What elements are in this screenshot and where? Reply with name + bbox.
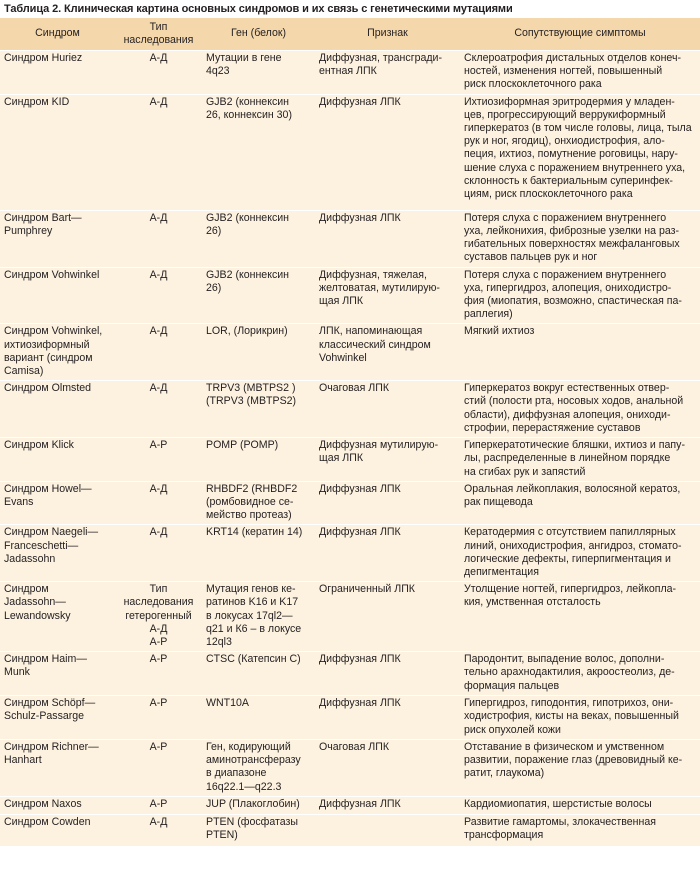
table-row [0, 796, 700, 814]
cell-syndrome: Синдром Olmsted [0, 381, 115, 438]
cell-gene: PTEN (фосфатазы PTEN) [202, 814, 315, 846]
cell-syndrome: Синдром Naegeli— Franceschetti— Jadassohn [0, 525, 115, 582]
cell-gene: WNT10A [202, 696, 315, 740]
table-row [0, 324, 700, 381]
cell-syndrome: Синдром Huriez [0, 51, 115, 95]
cell-syndrome: Синдром Bart— Pumphrey [0, 210, 115, 267]
table-row [0, 582, 700, 652]
cell-gene: POMP (POMP) [202, 438, 315, 482]
cell-sign: Ограниченный ЛПК [315, 582, 460, 652]
cell-symptoms: Кератодермия с отсутствием папиллярных линий, ониходистрофия, ангидроз, стомато- логические дефекты, гиперпигментация и депигментация [460, 525, 700, 582]
cell-sign: Диффузная мутилирую- щая ЛПК [315, 438, 460, 482]
table-row [0, 696, 700, 740]
cell-sign: Очаговая ЛПК [315, 739, 460, 796]
table-caption: Таблица 2. Клиническая картина основных синдромов и их связь с генетическими мутациями [4, 3, 513, 15]
cell-symptoms: Мягкий ихтиоз [460, 324, 700, 381]
cell-inheritance: А-Д [115, 481, 202, 525]
cell-symptoms: Потеря слуха с поражением внутреннего уха, гипергидроз, алопеция, ониходистро- фия (миопатия, возможно, спастическая па- раплегия) [460, 267, 700, 324]
cell-sign: Диффузная ЛПК [315, 525, 460, 582]
cell-syndrome: Синдром Klick [0, 438, 115, 482]
table-row [0, 210, 700, 267]
table-row [0, 267, 700, 324]
cell-inheritance: А-Д [115, 210, 202, 267]
cell-inheritance: А-Д [115, 267, 202, 324]
cell-sign: Диффузная ЛПК [315, 796, 460, 814]
cell-syndrome: Синдром Schöpf— Schulz-Passarge [0, 696, 115, 740]
cell-inheritance: А-Р [115, 438, 202, 482]
cell-symptoms: Оральная лейкоплакия, волосяной кератоз, рак пищевода [460, 481, 700, 525]
header-gene: Ген (белок) [202, 18, 315, 51]
table-header-row [0, 18, 700, 51]
cell-gene: GJB2 (коннексин 26, коннексин 30) [202, 94, 315, 210]
cell-syndrome: Синдром Howel— Evans [0, 481, 115, 525]
cell-inheritance: А-Д [115, 381, 202, 438]
cell-symptoms: Гиперкератотические бляшки, ихтиоз и папу- лы, распределенные в линейном порядке на сгибах рук и запястий [460, 438, 700, 482]
cell-sign: Диффузная ЛПК [315, 94, 460, 210]
cell-gene: JUP (Плакоглобин) [202, 796, 315, 814]
cell-sign: Очаговая ЛПК [315, 381, 460, 438]
cell-symptoms: Ихтиозиформная эритродермия у младен- цев, прогрессирующий веррукиформный гиперкератоз (в том числе головы, лица, тыла рук и ног, ягодиц), онхиодистрофия, ало- пеция, ихтиоз, помутнение роговицы, нару- шение слуха с поражением внутреннего уха, склонность к бактериальным суперинфек- циям, риск плоскоклеточного рака [460, 94, 700, 210]
cell-symptoms: Утолщение ногтей, гипергидроз, лейкопла- кия, умственная отсталость [460, 582, 700, 652]
cell-gene: GJB2 (коннексин 26) [202, 210, 315, 267]
cell-sign: Диффузная ЛПК [315, 652, 460, 696]
cell-gene: Мутации в гене 4q23 [202, 51, 315, 95]
cell-syndrome: Синдром Richner— Hanhart [0, 739, 115, 796]
cell-inheritance: А-Р [115, 696, 202, 740]
header-symptoms: Сопутствующие симптомы [460, 18, 700, 51]
cell-symptoms: Пародонтит, выпадение волос, дополни- тельно арахнодактилия, акроостеолиз, де- формация пальцев [460, 652, 700, 696]
cell-symptoms: Развитие гамартомы, злокачественная трансформация [460, 814, 700, 846]
cell-syndrome: Синдром Haim— Munk [0, 652, 115, 696]
header-sign: Признак [315, 18, 460, 51]
table-row [0, 438, 700, 482]
cell-inheritance: А-Д [115, 525, 202, 582]
cell-syndrome: Синдром Vohwinkel [0, 267, 115, 324]
cell-symptoms: Отставание в физическом и умственном развитии, поражение глаз (древовидный ке- ратит, глаукома) [460, 739, 700, 796]
cell-gene: KRT14 (кератин 14) [202, 525, 315, 582]
table-row [0, 94, 700, 210]
cell-syndrome: Синдром Naxos [0, 796, 115, 814]
cell-inheritance: Тип наследования гетерогенный А-Д А-Р [115, 582, 202, 652]
syndromes-table [0, 18, 700, 846]
cell-gene: LOR, (Лорикрин) [202, 324, 315, 381]
table-row [0, 525, 700, 582]
table-row [0, 814, 700, 846]
cell-sign: Диффузная, трансгради- ентная ЛПК [315, 51, 460, 95]
cell-gene: Мутация генов ке- ратинов K16 и K17 в локусах 17ql2— q21 и К6 – в локусе 12ql3 [202, 582, 315, 652]
cell-inheritance: А-Д [115, 51, 202, 95]
table-row [0, 481, 700, 525]
cell-symptoms: Гипергидроз, гиподонтия, гипотрихоз, они- ходистрофия, кисты на веках, повышенный риск опухолей кожи [460, 696, 700, 740]
cell-syndrome: Синдром Cowden [0, 814, 115, 846]
cell-inheritance: А-Д [115, 324, 202, 381]
cell-inheritance: А-Д [115, 814, 202, 846]
cell-sign [315, 814, 460, 846]
cell-inheritance: А-Д [115, 94, 202, 210]
cell-sign: Диффузная ЛПК [315, 210, 460, 267]
cell-gene: CTSC (Катепсин С) [202, 652, 315, 696]
cell-symptoms: Склероатрофия дистальных отделов конеч- ностей, изменения ногтей, повышенный риск плоскоклеточного рака [460, 51, 700, 95]
cell-gene: GJB2 (коннексин 26) [202, 267, 315, 324]
cell-gene: TRPV3 (MBTPS2 ) (TRPV3 (MBTPS2) [202, 381, 315, 438]
table-row [0, 51, 700, 95]
cell-sign: ЛПК, напоминающая классический синдром Vohwinkel [315, 324, 460, 381]
table-row [0, 381, 700, 438]
cell-gene: RHBDF2 (RHBDF2 (ромбовидное се- мейство протеаз) [202, 481, 315, 525]
header-syndrome: Синдром [0, 18, 115, 51]
cell-sign: Диффузная ЛПК [315, 481, 460, 525]
table-row [0, 739, 700, 796]
cell-symptoms: Кардиомиопатия, шерстистые волосы [460, 796, 700, 814]
cell-syndrome: Синдром Jadassohn— Lewandowsky [0, 582, 115, 652]
cell-symptoms: Потеря слуха с поражением внутреннего уха, лейконихия, фиброзные узелки на раз- гибательных поверхностях межфаланговых суставов пальцев рук и ног [460, 210, 700, 267]
cell-inheritance: А-Р [115, 796, 202, 814]
cell-symptoms: Гиперкератоз вокруг естественных отвер- стий (полости рта, носовых ходов, анальной области), диффузная алопеция, ониходи- строфии, перерастяжение суставов [460, 381, 700, 438]
cell-inheritance: А-Р [115, 652, 202, 696]
cell-sign: Диффузная ЛПК [315, 696, 460, 740]
cell-syndrome: Синдром KID [0, 94, 115, 210]
cell-sign: Диффузная, тяжелая, желтоватая, мутилирую- щая ЛПК [315, 267, 460, 324]
header-inheritance: Тип наследования [115, 18, 202, 51]
table-row [0, 652, 700, 696]
cell-gene: Ген, кодирующий аминотрансферазу в диапазоне 16q22.1—q22.3 [202, 739, 315, 796]
cell-inheritance: А-Р [115, 739, 202, 796]
cell-syndrome: Синдром Vohwinkel, ихтиозиформный вариант (синдром Camisa) [0, 324, 115, 381]
